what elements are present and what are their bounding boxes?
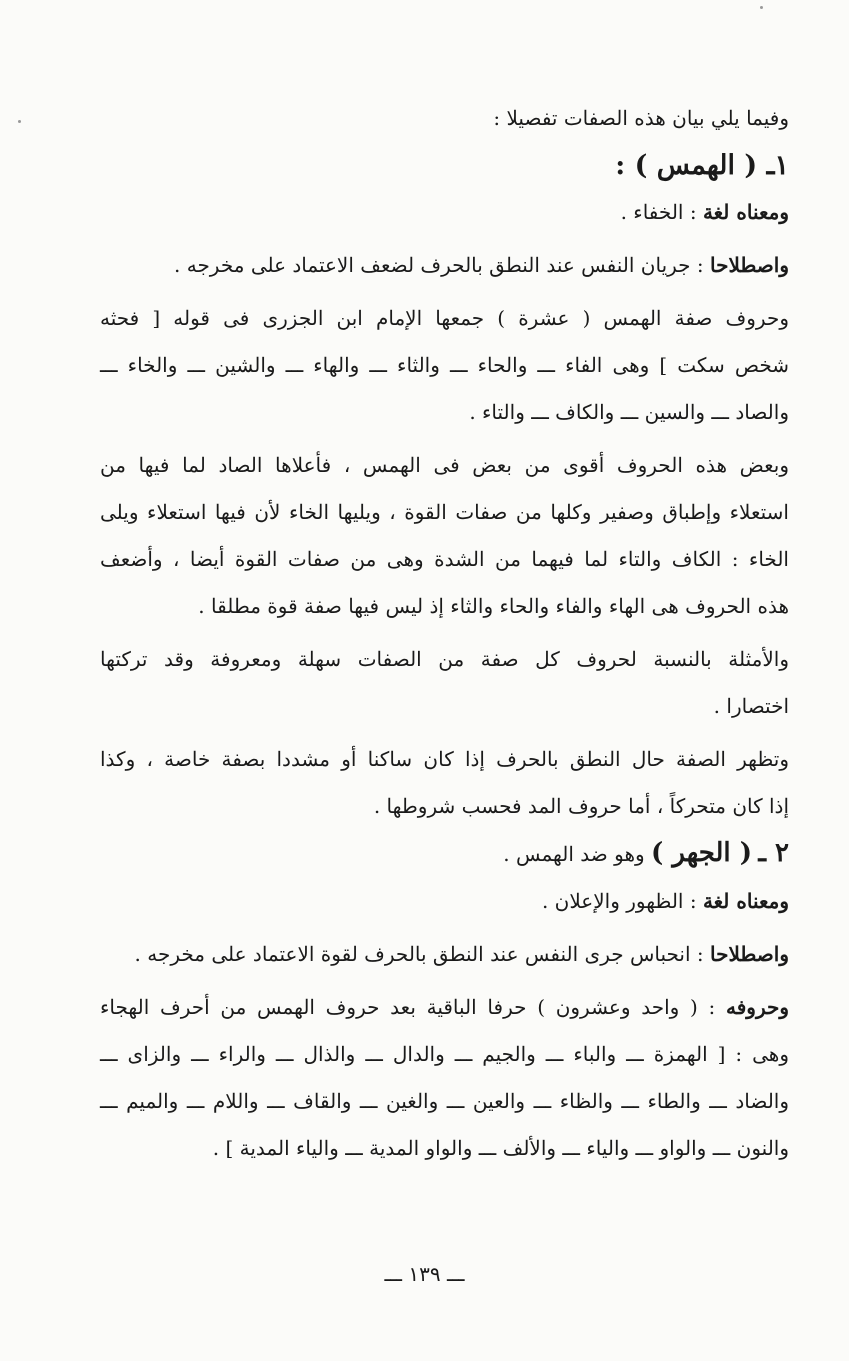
jahr-heading-term: ( الجهر ) (651, 838, 752, 868)
hams-letters-line: والصاد ـــ والسين ـــ والكاف ـــ والتاء . (469, 400, 789, 424)
page-body (100, 95, 789, 1172)
hams-examples-line: والأمثلة بالنسبة لحروف كل صفة من الصفات سهلة ومعروفة وقد تركتها (100, 647, 789, 671)
intro-line: وفيما يلي بيان هذه الصفات تفصيلا : (493, 106, 789, 130)
jahr-heading-rest: وهو ضد الهمس . (503, 842, 645, 866)
jahr-letters-line: والضاد ـــ والطاء ـــ والظاء ـــ والعين ـــ والغين ـــ والقاف ـــ واللام ـــ والميم ـــ (100, 1089, 789, 1113)
hams-strength-line: هذه الحروف هى الهاء والفاء والحاء والثاء إذ ليس فيها صفة قوة مطلقا . (198, 594, 789, 618)
hams-istilah-line (100, 242, 789, 289)
hams-appear-line: إذا كان متحركاً ، أما حروف المد فحسب شروطها . (373, 794, 789, 818)
hams-strength-line: استعلاء وإطباق وصفير وكلها من صفات القوة ، ويليها الخاء لأن فيها استعلاء ويلى (100, 500, 789, 524)
hams-istilah-text: : جريان النفس عند النطق بالحرف لضعف الاعتماد على مخرجه . (174, 253, 704, 277)
hams-strength-line: الخاء : الكاف والتاء لما فيهما من الشدة وهى من صفات القوة أيضا ، وأضعف (100, 547, 789, 571)
hams-istilah-label: واصطلاحا (710, 253, 789, 277)
hams-lugha-text: : الخفاء . (620, 200, 697, 224)
jahr-letters-line: والنون ـــ والواو ـــ والياء ـــ والألف ـــ والواو المدية ـــ والياء المدية ] . (212, 1136, 789, 1160)
jahr-istilah-text: : انحباس جرى النفس عند النطق بالحرف لقوة الاعتماد على مخرجه . (134, 942, 704, 966)
jahr-istilah-line (100, 931, 789, 978)
jahr-letters-first-line (100, 984, 789, 1031)
hams-lugha-line (100, 189, 789, 236)
hams-examples-line: اختصارا . (713, 694, 789, 718)
hams-lugha-label: ومعناه لغة (702, 200, 789, 224)
jahr-letters-line: وهى : [ الهمزة ـــ والباء ـــ والجيم ـــ والدال ـــ والذال ـــ والراء ـــ والزاى ـــ (100, 1042, 789, 1066)
hams-appear-line: وتظهر الصفة حال النطق بالحرف إذا كان ساكنا أو مشددا بصفة خاصة ، وكذا (100, 747, 789, 771)
hams-heading: ١ـ ( الهمس ) : (615, 150, 789, 181)
jahr-lugha-line (100, 878, 789, 925)
hams-letters-line: شخص سكت ] وهى الفاء ـــ والحاء ـــ والثاء ـــ والهاء ـــ والشين ـــ والخاء ـــ (100, 353, 789, 377)
jahr-letters-label: وحروفه (726, 995, 789, 1019)
hams-strength-line: وبعض هذه الحروف أقوى من بعض فى الهمس ، فأعلاها الصاد لما فيها من (100, 453, 789, 477)
jahr-letters-first: : ( واحد وعشرون ) حرفا الباقية بعد حروف الهمس من أحرف الهجاء (100, 995, 716, 1019)
jahr-lugha-label: ومعناه لغة (702, 889, 789, 913)
hams-letters-line: وحروف صفة الهمس ( عشرة ) جمعها الإمام ابن الجزرى فى قوله [ فحثه (100, 306, 789, 330)
paper-speck (18, 120, 21, 123)
paper-speck (760, 6, 763, 9)
jahr-heading-number: ٢ ـ (758, 838, 789, 868)
jahr-lugha-text: : الظهور والإعلان . (541, 889, 697, 913)
jahr-istilah-label: واصطلاحا (710, 942, 789, 966)
jahr-heading-line (100, 830, 789, 878)
page-number: ـــ ١٣٩ ـــ (384, 1262, 465, 1286)
